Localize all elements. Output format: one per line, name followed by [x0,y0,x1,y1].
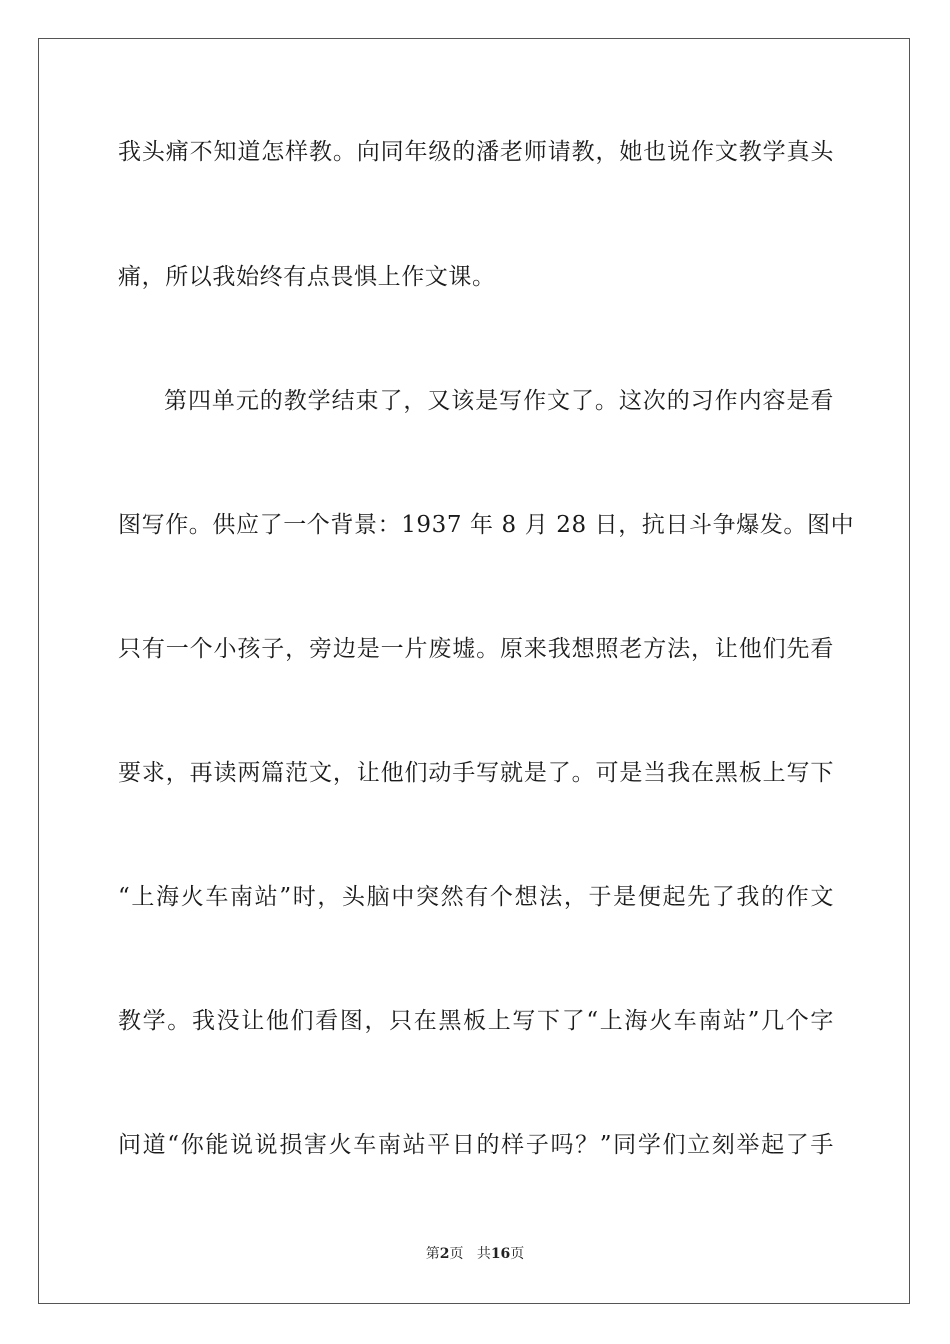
total-suffix: 页 [510,1246,525,1262]
page-prefix: 第 [425,1246,440,1262]
body-line-5: 只有一个小孩子，旁边是一片废墟。原来我想照老方法，让他们先看 [118,636,834,662]
body-line-3: 第四单元的教学结束了，又该是写作文了。这次的习作内容是看 [164,388,834,414]
page-footer [0,1245,950,1263]
page-suffix: 页 [449,1246,464,1262]
body-line-7: “上海火车南站”时，头脑中突然有个想法，于是便起先了我的作文 [118,884,834,910]
total-prefix: 共 [476,1246,491,1262]
body-line-1: 我头痛不知道怎样教。向同年级的潘老师请教，她也说作文教学真头 [118,139,834,165]
body-line-9: 问道“你能说说损害火车南站平日的样子吗？”同学们立刻举起了手 [118,1132,834,1158]
body-line-2: 痛，所以我始终有点畏惧上作文课。 [118,264,496,290]
total-pages: 16 [490,1246,511,1262]
body-line-4: 图写作。供应了一个背景：1937 年 8 月 28 日，抗日斗争爆发。图中 [118,512,855,538]
body-line-6: 要求，再读两篇范文，让他们动手写就是了。可是当我在黑板上写下 [118,760,834,786]
page-border [38,38,910,1304]
page-number: 2 [439,1246,450,1262]
body-line-8: 教学。我没让他们看图，只在黑板上写下了“上海火车南站”几个字 [118,1008,834,1034]
